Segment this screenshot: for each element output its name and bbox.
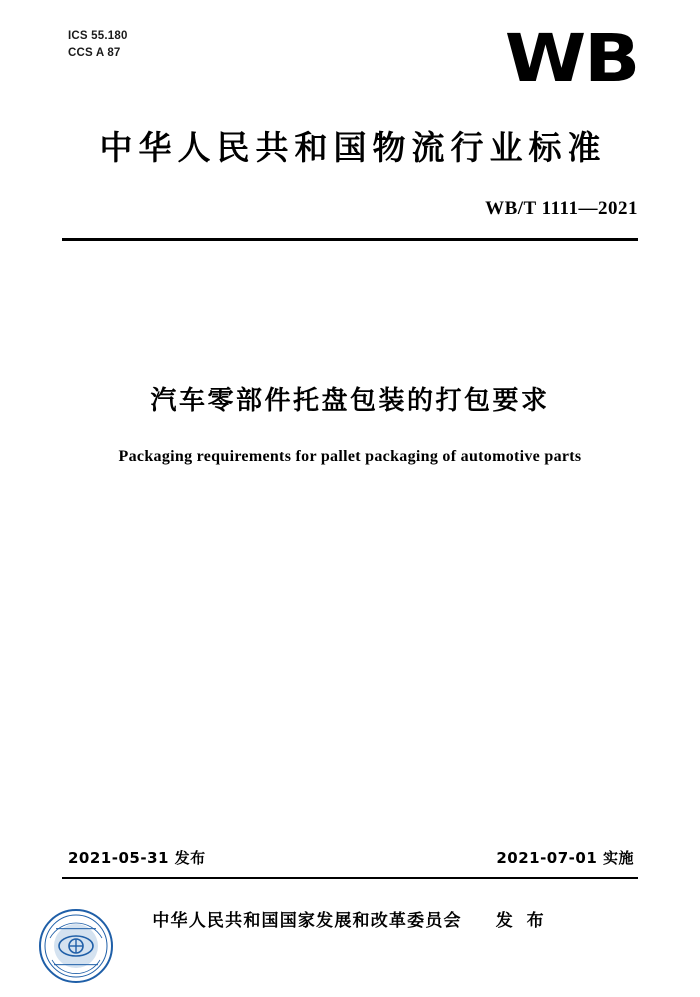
publisher-name: 中华人民共和国国家发展和改革委员会: [152, 911, 462, 931]
document-title-en: Packaging requirements for pallet packaging of automotive parts: [118, 448, 582, 465]
effective-date: 2021-07-01 实施: [496, 849, 634, 867]
ccs-code: CCS A 87: [68, 46, 121, 59]
publisher-verb: 发 布: [495, 911, 548, 931]
divider-top: [62, 238, 638, 241]
authority-title: 中华人民共和国物流行业标准: [99, 128, 607, 167]
ics-code: ICS 55.180: [68, 30, 128, 42]
document-title-cn: 汽车零部件托盘包装的打包要求: [150, 386, 550, 416]
standard-number: WB/T 1111—2021: [485, 198, 638, 219]
wb-logo-icon: WB: [504, 20, 638, 97]
divider-bottom: [62, 877, 638, 879]
ics-classification-block: [68, 28, 128, 61]
official-seal-icon: [38, 908, 114, 984]
issue-date: 2021-05-31 发布: [68, 849, 206, 867]
